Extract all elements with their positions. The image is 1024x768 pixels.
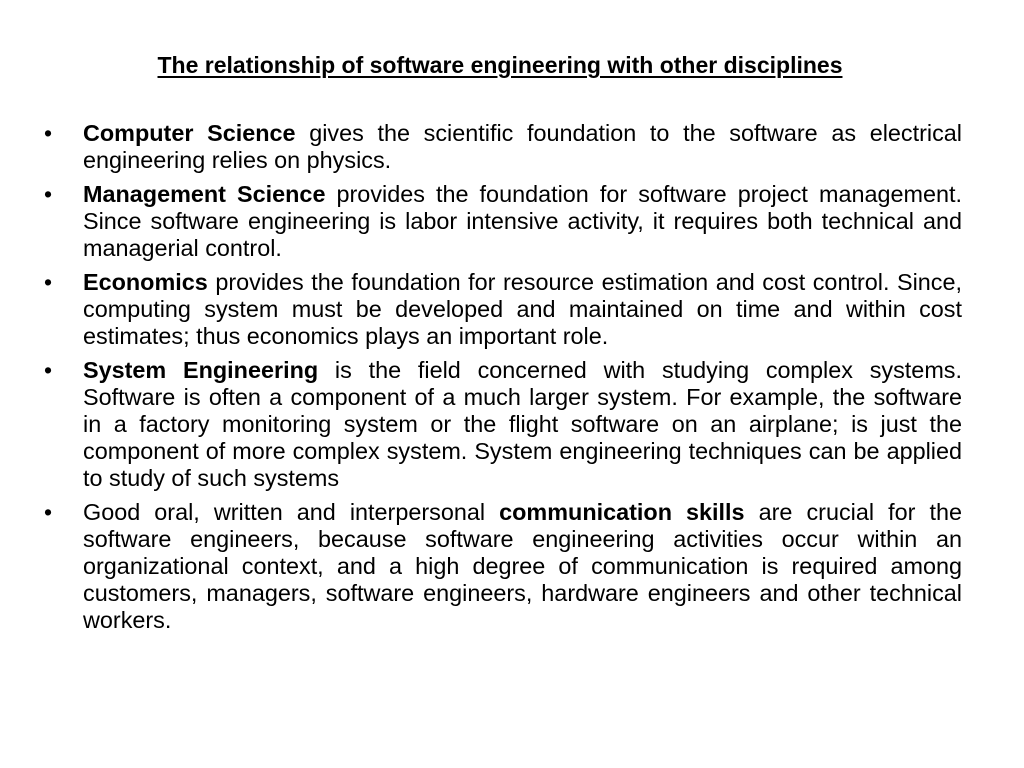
bullet-lead-text: Good oral, written and interpersonal — [83, 499, 500, 525]
bullet-dot-icon: • — [44, 120, 53, 146]
bullet-text: gives the scientific foundation to the software as electrical engineering relies on physics. — [83, 120, 962, 173]
bullet-term: communication skills — [499, 499, 745, 525]
bullet-item-system-engineering — [44, 357, 962, 492]
bullet-item-communication-skills — [44, 499, 962, 634]
bullet-term: Management Science — [83, 181, 326, 207]
bullet-text: are crucial for the software engineers, because software engineering activities occur within an organizational context, and a high degree of communication is required among customers, managers, software engineers, hardware engineers and other technical workers. — [83, 499, 962, 633]
bullet-dot-icon: • — [44, 269, 53, 295]
bullet-text: provides the foundation for resource estimation and cost control. Since, computing system must be developed and maintained on time and within cost estimates; thus economics plays an important role. — [83, 269, 962, 349]
bullet-term: Economics — [83, 269, 208, 295]
bullet-item-management-science — [44, 181, 962, 262]
bullet-term: System Engineering — [83, 357, 319, 383]
bullet-list — [44, 120, 962, 641]
bullet-text: provides the foundation for software project management. Since software engineering is labor intensive activity, it requires both technical and managerial control. — [83, 181, 962, 261]
bullet-dot-icon: • — [44, 499, 53, 525]
bullet-dot-icon: • — [44, 357, 53, 383]
slide-title: The relationship of software engineering with other disciplines — [157, 52, 843, 78]
bullet-dot-icon: • — [44, 181, 53, 207]
bullet-text: is the field concerned with studying complex systems. Software is often a component of a much larger system. For example, the software in a factory monitoring system or the flight software on an airplane; is just the component of more complex system. System engineering techniques can be applied to study of such systems — [83, 357, 962, 491]
bullet-term: Computer Science — [83, 120, 296, 146]
bullet-item-computer-science — [44, 120, 962, 174]
bullet-item-economics — [44, 269, 962, 350]
